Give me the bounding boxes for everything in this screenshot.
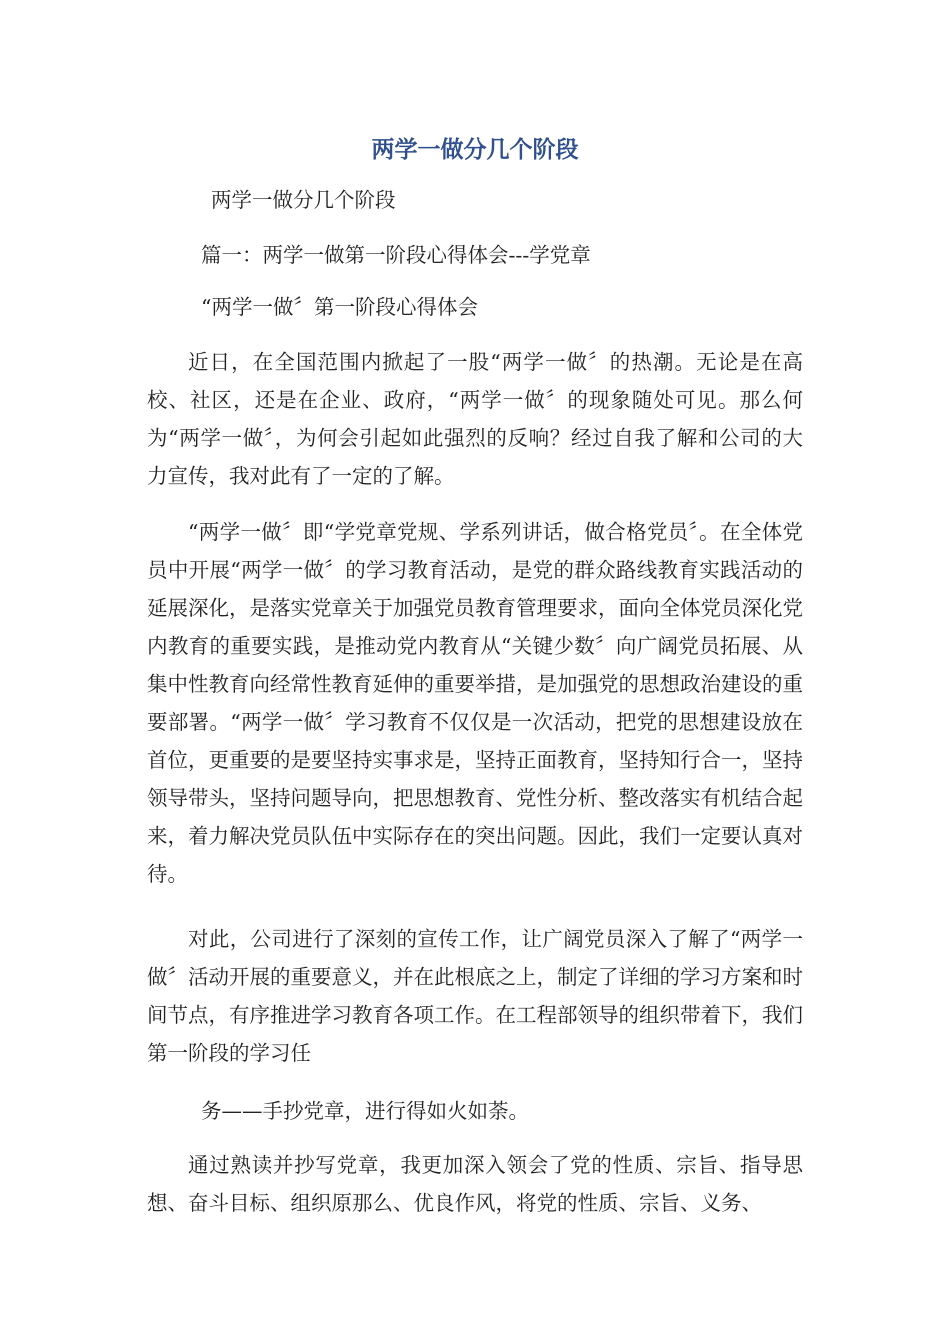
paragraph-5: 通过熟读并抄写党章，我更加深入领会了党的性质、宗旨、指导思想、奋斗目标、组织原那么、优良作风，将党的性质、宗旨、义务、 [147, 1153, 803, 1215]
paragraph-2: “两学一做〞即“学党章党规、学系列讲话，做合格党员〞。在全体党员中开展“两学一做〞的学习教育活动，是党的群众路线教育实践活动的延展深化，是落实党章关于加强党员教育管理要求，面向全体党员深化党内教育的重要实践，是推动党内教育从“关键少数〞向广阔党员拓展、从集中性教育向经常性教育延伸的重要举措，是加强党的思想政治建设的重要部署。“两学一做〞学习教育不仅仅是一次活动，把党的思想建设放在首位，更重要的是要坚持实事求是，坚持正面教育，坚持知行合一，坚持领导带头，坚持问题导向，把思想教育、党性分析、整改落实有机结合起来，着力解决党员队伍中实际存在的突出问题。因此，我们一定要认真对待。 [147, 520, 803, 886]
document-title: 两学一做分几个阶段 [371, 137, 579, 163]
paragraph-3: 对此，公司进行了深刻的宣传工作，让广阔党员深入了解了“两学一做〞活动开展的重要意义，并在此根底之上，制定了详细的学习方案和时间节点，有序推进学习教育各项工作。在工程部领导的组织带着下，我们第一阶段的学习任 [147, 927, 803, 1065]
article-heading: “两学一做〞第一阶段心得体会 [201, 295, 478, 319]
paragraph-1: 近日，在全国范围内掀起了一股“两学一做〞的热潮。无论是在高校、社区，还是在企业、政府，“两学一做〞的现象随处可见。那么何为“两学一做〞，为何会引起如此强烈的反响？经过自我了解和公司的大力宣传，我对此有了一定的了解。 [147, 350, 803, 488]
section-heading: 篇一：两学一做第一阶段心得体会---学党章 [201, 243, 591, 267]
document-subtitle: 两学一做分几个阶段 [211, 188, 396, 212]
paragraph-4: 务——手抄党章，进行得如火如荼。 [201, 1099, 529, 1123]
